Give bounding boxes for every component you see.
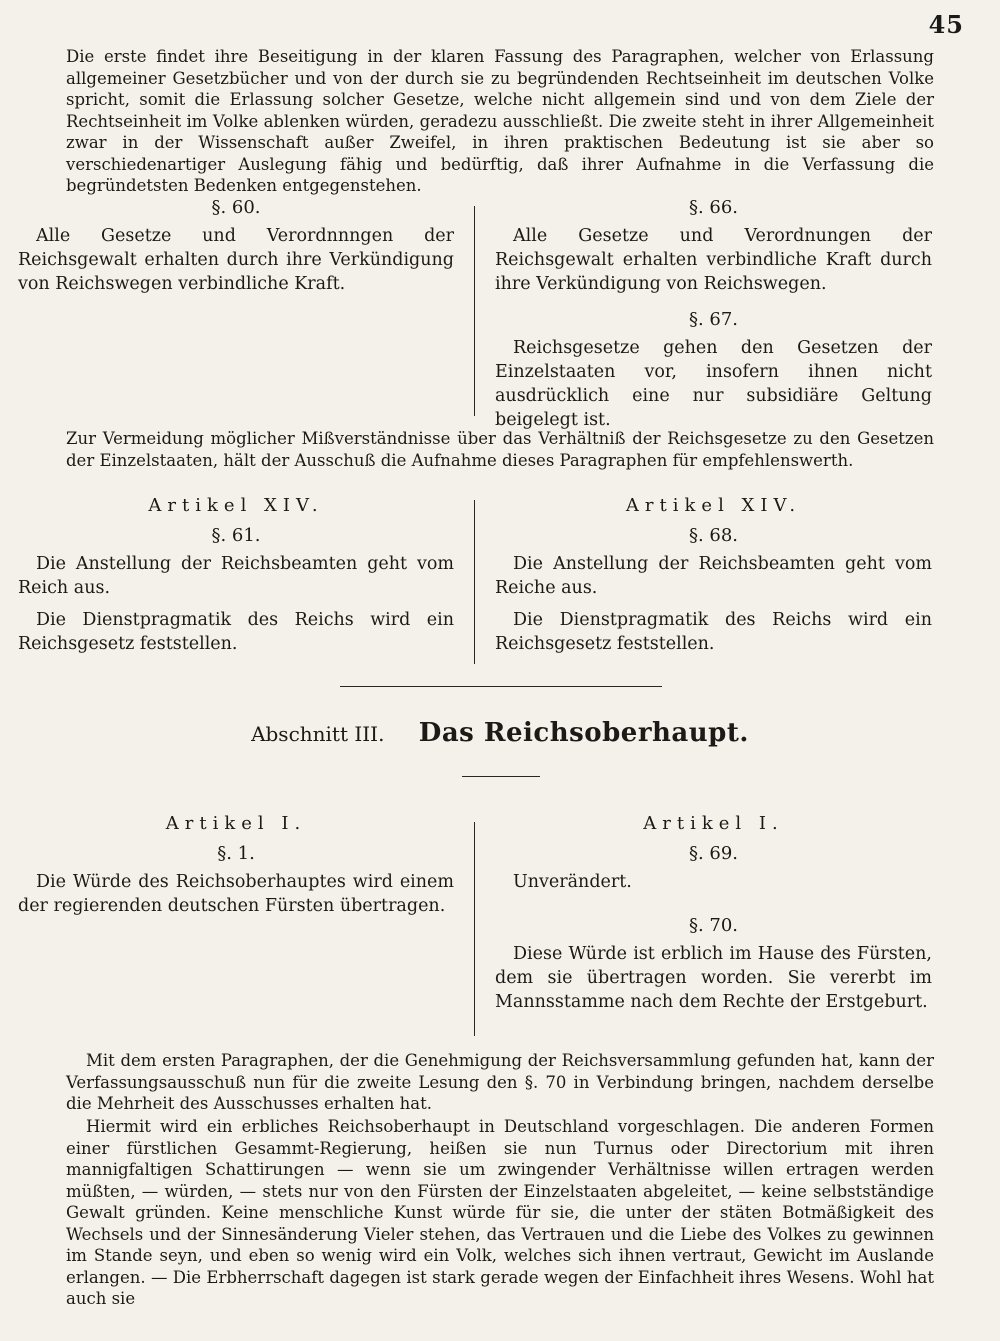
- section-divider-top: [340, 686, 662, 687]
- section-divider-bottom: [462, 776, 540, 777]
- section-61-text-1: Die Anstellung der Reichsbeamten geht vom Reich aus.: [18, 554, 454, 598]
- section-68-text-2: Die Dienstpragmatik des Reichs wird ein Reichsgesetz feststellen.: [495, 610, 932, 654]
- column-divider: [474, 822, 475, 1036]
- paragraph-3: Mit dem ersten Paragraphen, der die Genehmigung der Reichsversammlung gefunden hat, kann der Verfassungsausschuß nun für die zweite Lesung den §. 70 in Verbindung bringen, nachdem derselbe die Mehrheit des Ausschusses erhalten hat.: [66, 1051, 934, 1113]
- section-68-heading: §. 68.: [688, 525, 739, 546]
- article-heading-right: Artikel XIV.: [625, 495, 802, 516]
- section-69-heading: §. 69.: [688, 843, 739, 864]
- section-70-text: Diese Würde ist erblich im Hause des Fürsten, dem sie übertragen worden. Sie vererbt im Mannsstamme nach dem Rechte der Erstgeburt.: [495, 944, 932, 1012]
- left-column-block2: [18, 494, 454, 664]
- left-column-block1: [18, 196, 454, 304]
- paragraph-4: Hiermit wird ein erbliches Reichsoberhaupt in Deutschland vorgeschlagen. Die anderen Formen einer fürstlichen Gesammt-Regierung, heißen sie nun Turnus oder Directorium mit ihren mannigfaltigen Schattirungen — wenn sie um zwingender Verhältnisse willen ertragen werden müßten, — würden, — stets nur von den Fürsten der Einzelstaaten abgeleitet, — keine selbstständige Gewalt gründen. Keine menschliche Kunst würde für sie, die unter der stäten Botmäßigkeit des Wechsels und der Sinnesänderung Vieler stehen, das Vertrauen und die Liebe des Volkes zu gewinnen im Stande seyn, und eben so wenig wird ein Volk, welches sich ihnen vertraut, Gewicht im Auslande erlangen. — Die Erbherrschaft dagegen ist stark gerade wegen der Einfachheit ihres Wesens. Wohl hat auch sie: [66, 1117, 934, 1308]
- chapter-number: Abschnitt III.: [251, 722, 385, 746]
- article-heading-left: Artikel XIV.: [148, 495, 324, 516]
- section-70-heading: §. 70.: [688, 915, 739, 936]
- right-column-block1: [495, 196, 932, 440]
- section-61-heading: §. 61.: [211, 525, 261, 546]
- column-divider: [474, 206, 475, 416]
- section-67-heading: §. 67.: [688, 309, 739, 330]
- left-column-block3: [18, 812, 454, 926]
- section-68-text-1: Die Anstellung der Reichsbeamten geht vom Reiche aus.: [495, 554, 932, 598]
- page-number: 45: [928, 10, 964, 39]
- section-66-heading: §. 66.: [688, 197, 739, 218]
- right-column-block3: [495, 812, 932, 1022]
- section-60-text: Alle Gesetze und Verordnnngen der Reichsgewalt erhalten durch ihre Verkündigung von Reichswegen verbindliche Kraft.: [18, 226, 454, 294]
- article-I-heading-left: Artikel I.: [165, 813, 307, 834]
- intro-paragraph: Die erste findet ihre Beseitigung in der klaren Fassung des Paragraphen, welcher von Erlassung allgemeiner Gesetzbücher und von der durch sie zu begründenden Rechtseinheit im deutschen Volke spricht, somit die Erlassung solcher Gesetze, welche nicht allgemein sind und von dem Ziele der Rechtseinheit im Volke ablenken würden, geradezu ausschließt. Die zweite steht in ihrer Allgemeinheit zwar in der Wissenschaft außer Zweifel, in ihren praktischen Bedeutung ist sie aber so verschiedenartiger Auslegung fähig und bedürftig, daß ihrer Aufnahme in die Verfassung die begründetsten Bedenken entgegenstehen.: [66, 47, 934, 195]
- column-divider: [474, 500, 475, 664]
- section-67-text: Reichsgesetze gehen den Gesetzen der Einzelstaaten vor, insofern ihnen nicht ausdrücklich eine nur subsidiäre Geltung beigelegt ist.: [495, 338, 932, 430]
- section-1-heading: §. 1.: [217, 843, 255, 864]
- right-column-block2: [495, 494, 932, 664]
- article-I-heading-right: Artikel I.: [643, 813, 784, 834]
- section-69-text: Unverändert.: [513, 872, 632, 892]
- section-66-text: Alle Gesetze und Verordnungen der Reichsgewalt erhalten verbindliche Kraft durch ihre Verkündigung von Reichswegen.: [495, 226, 932, 294]
- chapter-heading: [0, 718, 1000, 748]
- chapter-title: Das Reichsoberhaupt.: [418, 718, 749, 748]
- section-1-text: Die Würde des Reichsoberhauptes wird einem der regierenden deutschen Fürsten übertragen.: [18, 872, 454, 916]
- section-60-heading: §. 60.: [211, 197, 261, 218]
- section-61-text-2: Die Dienstpragmatik des Reichs wird ein Reichsgesetz feststellen.: [18, 610, 454, 654]
- paragraph-2: Zur Vermeidung möglicher Mißverständnisse über das Verhältniß der Reichsgesetze zu den Gesetzen der Einzelstaaten, hält der Ausschuß die Aufnahme dieses Paragraphen für empfehlenswerth.: [66, 429, 934, 470]
